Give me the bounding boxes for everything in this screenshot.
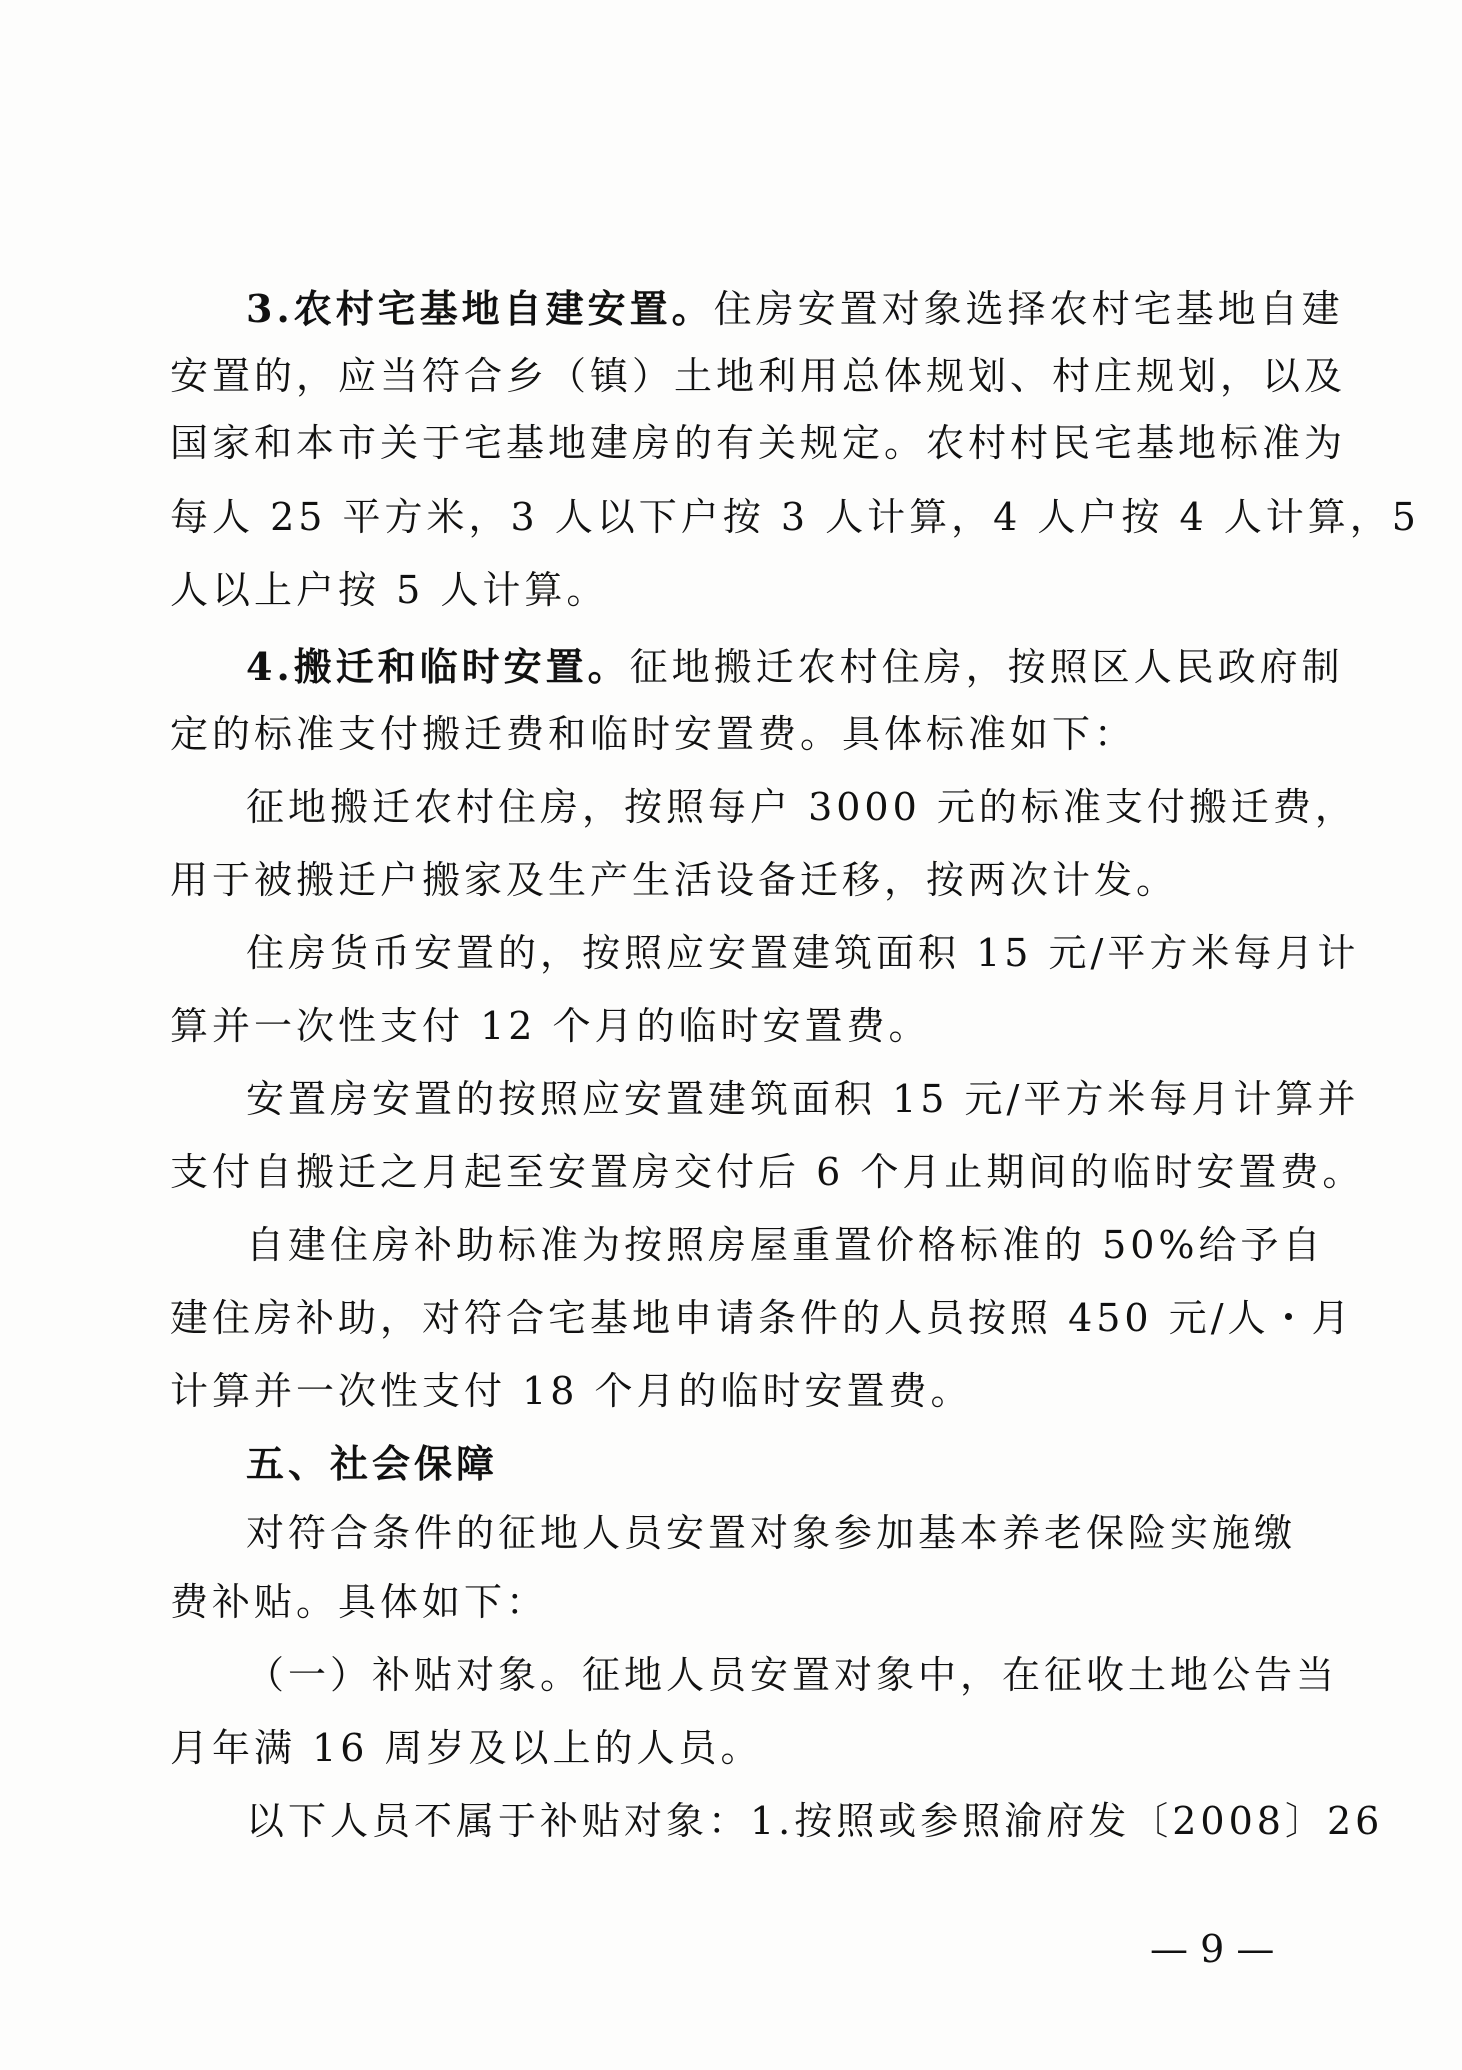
text-run: 对符合条件的征地人员安置对象参加基本养老保险实施缴 <box>246 1511 1297 1555</box>
paragraph-line <box>246 1510 1366 1556</box>
text-run: 自建住房补助标准为按照房屋重置价格标准的 50%给予自 <box>246 1223 1325 1267</box>
paragraph-line <box>170 420 1347 466</box>
text-run: 安置房安置的按照应安置建筑面积 15 元/平方米每月计算并 <box>246 1077 1360 1121</box>
paragraph-line <box>170 1003 1290 1049</box>
text-run: 月年满 16 周岁及以上的人员。 <box>170 1726 763 1770</box>
text-run: 每人 25 平方米，3 人以下户按 3 人计算，4 人户按 4 人计算，5 <box>170 495 1420 539</box>
paragraph-line <box>170 711 1290 757</box>
paragraph-line <box>246 1222 1366 1268</box>
text-run: （一）补贴对象。征地人员安置对象中，在征收土地公告当 <box>246 1653 1339 1697</box>
text-run: 费补贴。具体如下： <box>170 1580 549 1624</box>
text-run: 住房货币安置的，按照应安置建筑面积 15 元/平方米每月计 <box>246 931 1360 975</box>
paragraph-line <box>170 857 1290 903</box>
text-run: 建住房补助，对符合宅基地申请条件的人员按照 450 元/人・月 <box>170 1296 1354 1340</box>
paragraph-line <box>246 1076 1366 1122</box>
paragraph-line <box>246 784 1366 830</box>
page-number: — 9 — <box>1150 1927 1275 1971</box>
text-run: 人以上户按 5 人计算。 <box>170 568 609 612</box>
text-run: 计算并一次性支付 18 个月的临时安置费。 <box>170 1369 973 1413</box>
text-run: 定的标准支付搬迁费和临时安置费。具体标准如下： <box>170 712 1137 756</box>
text-run: 用于被搬迁户搬家及生产生活设备迁移，按两次计发。 <box>170 858 1179 902</box>
text-run: 安置的，应当符合乡（镇）土地利用总体规划、村庄规划，以及 <box>170 354 1347 398</box>
text-run: 征地搬迁农村住房，按照区人民政府制 <box>629 645 1344 689</box>
paragraph-line <box>170 494 1420 540</box>
bold-run: 3.农村宅基地自建安置。 <box>246 286 714 331</box>
text-run: 以下人员不属于补贴对象：1.按照或参照渝府发〔2008〕26 <box>246 1799 1384 1843</box>
text-run: 住房安置对象选择农村宅基地自建 <box>713 287 1344 331</box>
text-run: 算并一次性支付 12 个月的临时安置费。 <box>170 1004 931 1048</box>
paragraph-line <box>170 567 1290 613</box>
text-run: 国家和本市关于宅基地建房的有关规定。农村村民宅基地标准为 <box>170 421 1347 465</box>
paragraph-line <box>170 1295 1354 1341</box>
paragraph-line <box>170 1725 1290 1771</box>
text-run: 征地搬迁农村住房，按照每户 3000 元的标准支付搬迁费， <box>246 785 1357 829</box>
paragraph-line <box>246 1798 1384 1844</box>
section-heading <box>246 1441 1366 1487</box>
paragraph-line <box>170 353 1347 399</box>
paragraph-line <box>170 1579 1290 1625</box>
paragraph-line <box>246 930 1366 976</box>
paragraph-line <box>246 286 1366 332</box>
bold-run: 4.搬迁和临时安置。 <box>246 644 630 689</box>
paragraph-line <box>246 1652 1366 1698</box>
paragraph-line <box>170 1368 1290 1414</box>
text-run: 五、社会保障 <box>246 1442 499 1486</box>
paragraph-line <box>246 644 1366 690</box>
paragraph-line <box>170 1149 1365 1195</box>
text-run: 支付自搬迁之月起至安置房交付后 6 个月止期间的临时安置费。 <box>170 1150 1365 1194</box>
